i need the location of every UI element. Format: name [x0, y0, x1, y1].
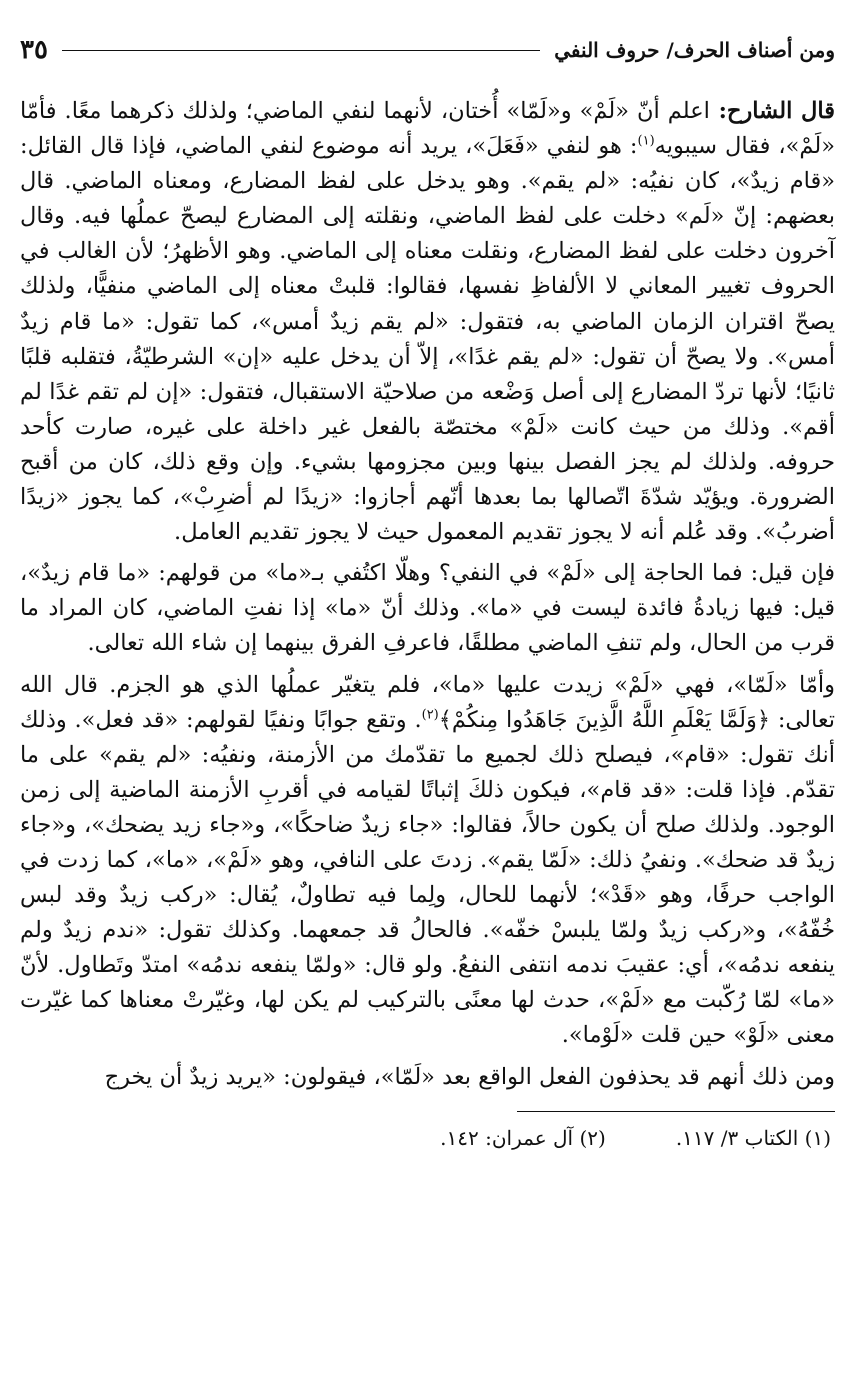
paragraph-1	[20, 94, 835, 550]
footnotes	[20, 1126, 835, 1150]
book-page	[20, 28, 835, 1150]
page-header	[20, 28, 835, 72]
footnote-2: (٢) آل عمران: ١٤٢.	[440, 1125, 606, 1150]
paragraph-1-text-b: : هو لنفي «فَعَلَ»، يريد أنه موضوع لنفي الماضي، فإذا قال القائل: «قام زيدٌ»، كان نفيُه: «لم يقم». وهو يدخل على لفظ المضارع، ومعناه الماضي. قال بعضهم: إنّ «لَم» دخلت على لفظ الماضي، ونقلته إلى المضارع ليصحّ عملُها فيه. وقال آخرون دخلت على لفظ المضارع، ونقلت معناه إلى الماضي. وهو الأظهرُ؛ لأن الغالب في الحروف تغيير المعاني لا الألفاظِ نفسها، فقالوا: قلبتْ معناه إلى الماضي منفيًّا، ولذلك يصحّ اقتران الزمان الماضي به، فتقول: «لم يقم زيدٌ أمس»، كما تقول: «ما قام زيدٌ أمس». ولا يصحّ أن تقول: «لم يقم غدًا»، إلاّ أن يدخل عليه «إن» الشرطيّةُ، فتقلبه قلبًا ثانيًا؛ لأنها تردّ المضارع إلى أصل وَضْعه من صلاحيّة الاستقبال، فتقول: «إن لم تقم غدًا لم أقم». وذلك من حيث كانت «لَمْ» مختصّة بالفعل غير داخلة على غيره، صارت كأحد حروفه. ولذلك لم يجز الفصل بينها وبين مجزومها بشيء. وإن وقع ذلك، كان من أقبح الضرورة. ويؤيّد شدّةَ اتّصالها بما بعدها أنّهم أجازوا: «زيدًا لم أضرِبْ»، كما يجوز «زيدًا أضربُ». وقد عُلم أنه لا يجوز تقديم المعمول حيث لا يجوز تقديم العامل.	[20, 133, 835, 546]
running-title: ومن أصناف الحرف/ حروف النفي	[554, 38, 835, 62]
page-body	[20, 94, 835, 1095]
paragraph-3-text-b: . وتقع جوابًا ونفيًا لقولهم: «قد فعل». وذلك أنك تقول: «قام»، فيصلح ذلك لجميع ما تقدّمك من الأزمنة، ونفيُه: «لم يقم» على ما تقدّم. فإذا قلت: «قد قام»، فيكون ذلكَ إثباتًا لقيامه في أقربِ الأزمنة الماضية إلى زمن الوجود. ولذلك صلح أن يكون حالاً، فقالوا: «جاء زيدٌ ضاحكًا»، و«جاء زيد يضحك»، و«جاء زيدٌ قد ضحك». ونفيُ ذلك: «لَمّا يقم». زدتَ على النافي، وهو «لَمْ»، «ما»، كما زدت في الواجب حرفًا، وهو «قَدْ»؛ لأنهما للحال، ولِما فيه تطاولٌ، يُقال: «ركب زيدٌ وقد لبس خُفّهُ»، و«ركب زيدٌ ولمّا يلبسْ خفّه». فالحالُ قد جمعهما. وكذلك تقول: «ندم زيدٌ ولم ينفعه ندمُه»، أي: عقيبَ ندمه انتفى النفعُ. ولو قال: «ولمّا ينفعه ندمُه» امتدّ وتَطاول. لأنّ «ما» لمّا رُكّبت مع «لَمْ»، حدث لها معنًى بالتركيب لم يكن لها، وغيّرتْ معناها كما غيّرت معنى «لَوْ» حين قلت «لَوْما».	[20, 706, 835, 1049]
paragraph-3-text-a: وأمّا «لَمّا»، فهي «لَمْ» زيدت عليها «ما»، فلم يتغيّر عملُها الذي هو الجزم. قال الله تعالى: ﴿وَلَمَّا يَعْلَمِ اللَّهُ الَّذِينَ جَاهَدُوا مِنكُمْ﴾	[20, 671, 835, 733]
footnote-ref-1: (١)	[637, 133, 655, 149]
footnote-ref-2: (٢)	[421, 707, 439, 723]
page-number: ٣٥	[20, 35, 48, 65]
header-rule	[62, 50, 540, 51]
paragraph-3	[20, 668, 835, 1054]
paragraph-2: فإن قيل: فما الحاجة إلى «لَمْ» في النفي؟ وهلّا اكتُفي بـ«ما» من قولهم: «ما قام زيدٌ»، قيل: فيها زيادةُ فائدة ليست في «ما». وذلك أنّ «ما» إذا نفتِ الماضي، كان المراد ما قرب من الحال، ولم تنفِ الماضي مطلقًا، فاعرفِ الفرق بينهما إن شاء الله تعالى.	[20, 560, 835, 657]
footnote-1: (١) الكتاب ٣/ ١١٧.	[675, 1125, 831, 1150]
paragraph-1-text-a: اعلم أنّ «لَمْ» و«لَمّا» أُختان، لأنهما لنفي الماضي؛ ولذلك ذكرهما معًا. فأمّا «لَمْ»، فقال سيبويه	[20, 98, 836, 160]
paragraph-4: ومن ذلك أنهم قد يحذفون الفعل الواقع بعد «لَمّا»، فيقولون: «يريد زيدٌ أن يخرج	[104, 1063, 835, 1090]
footnote-rule	[517, 1111, 835, 1112]
commentator-label: قال الشارح:	[709, 98, 835, 124]
